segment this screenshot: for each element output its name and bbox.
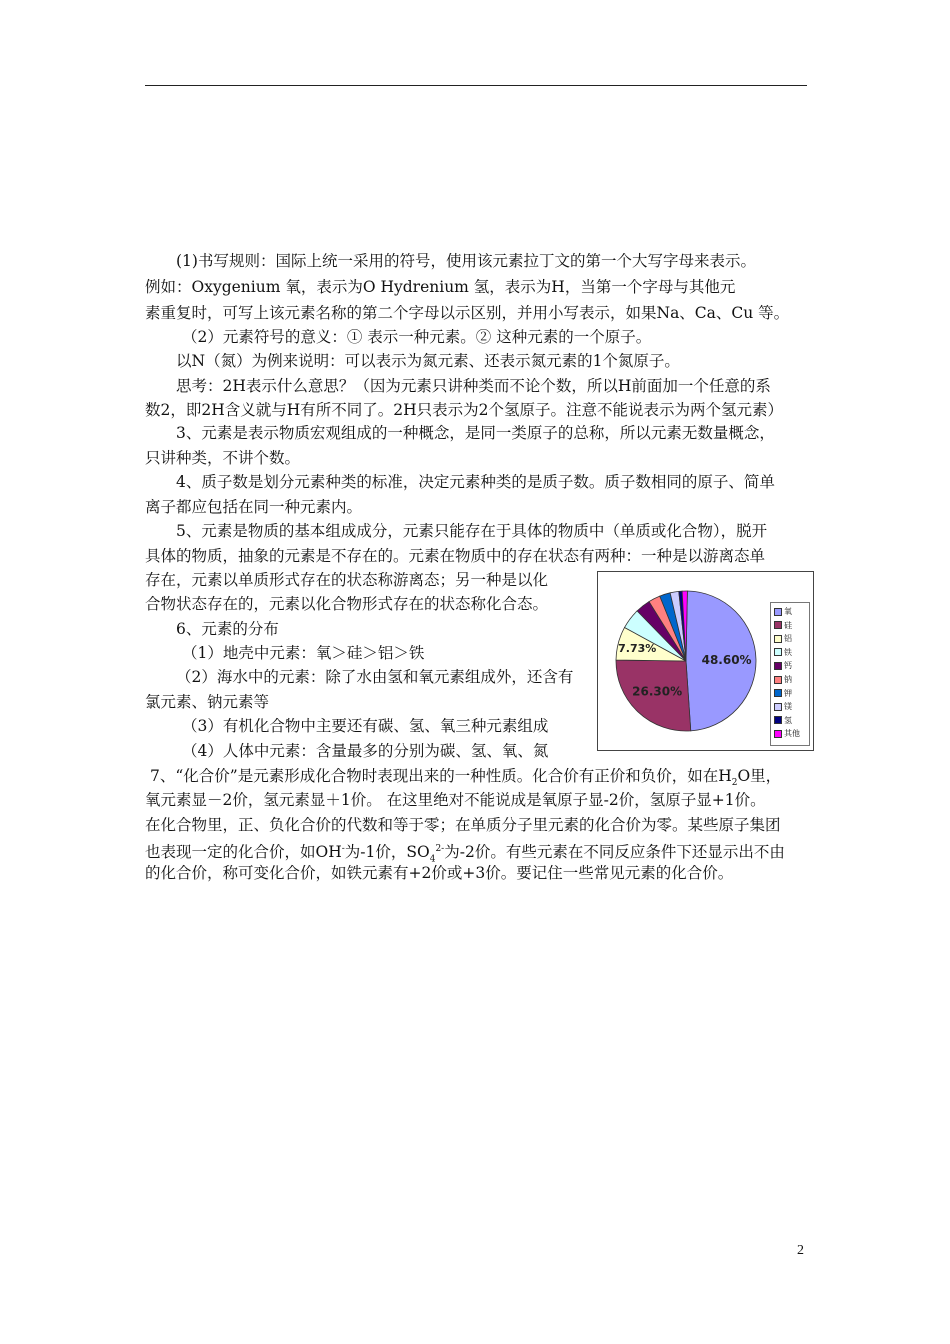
legend-swatch [774,689,782,697]
para-line: 3、元素是表示物质宏观组成的一种概念，是同一类原子的总称，所以元素无数量概念， [176,424,775,442]
legend-swatch [774,608,782,616]
para-line: 5、元素是物质的基本组成成分，元素只能存在于具体的物质中（单质或化合物），脱开 [176,522,768,540]
para-line: 离子都应包括在同一种元素内。 [145,498,363,516]
legend-label: 钾 [784,688,792,698]
para-line: 也表现一定的化合价，如OH-为-1价，$SO_4^{2-}$为-2价。有些元素在不同反应条件下还显示出不由 [145,843,785,865]
legend-item [774,606,792,618]
pie-data-label: 26.30% [632,684,683,699]
para-line: （2）元素符号的意义：① 表示一种元素。② 这种元素的一个原子。 [182,328,652,346]
para-line: 素重复时，可写上该元素名称的第二个字母以示区别，并用小写表示，如果Na、Ca、Cu 等。 [145,304,790,322]
para-line: 具体的物质，抽象的元素是不存在的。元素在物质中的存在状态有两种：一种是以游离态单 [145,547,766,565]
para-line: 氯元素、钠元素等 [145,693,270,711]
legend-label: 铁 [784,647,792,657]
element-pie-chart [597,571,814,751]
legend-item [774,660,792,672]
page-number: 2 [797,1243,804,1258]
para-line: （1）地壳中元素：氧＞硅＞铝＞铁 [182,644,425,662]
legend-swatch [774,621,782,629]
legend-label: 铝 [784,634,792,644]
para-line: 只讲种类，不讲个数。 [145,449,301,467]
para-line: 以N（氮）为例来说明：可以表示为氮元素、还表示氮元素的1个氮原子。 [176,352,680,370]
para-line: 的化合价，称可变化合价，如铁元素有+2价或+3价。要记住一些常见元素的化合价。 [145,864,734,882]
legend-label: 钙 [784,661,792,671]
legend-label: 其他 [784,729,800,739]
header-rule [145,85,807,86]
legend-swatch [774,703,782,711]
legend-label: 硅 [784,620,792,630]
para-line: 数2，即2H含义就与H有所不同了。2H只表示为2个氢原子。注意不能说表示为两个氢元素） [145,401,784,419]
para-line: 氧元素显－2价，氢元素显＋1价。 在这里绝对不能说成是氧原子显-2价，氢原子显+1价。 [145,791,766,809]
para-line: (1)书写规则：国际上统一采用的符号，使用该元素拉丁文的第一个大写字母来表示。 [176,252,756,270]
legend-item [774,620,792,632]
para-line: 例如：Oxygenium 氧，表示为O Hydrenium 氢，表示为H，当第一个字母与其他元 [145,278,736,296]
legend-item [774,633,792,645]
legend-item [774,728,800,740]
legend-item [774,701,792,713]
para-line: （2）海水中的元素：除了水由氢和氧元素组成外，还含有 [176,668,574,686]
legend-swatch [774,730,782,738]
para-line: 存在，元素以单质形式存在的状态称游离态；另一种是以化 [145,571,549,589]
legend-swatch [774,648,782,656]
legend-swatch [774,662,782,670]
para-line: 4、质子数是划分元素种类的标准，决定元素种类的是质子数。质子数相同的原子、简单 [176,473,775,491]
para-line: 7、“化合价”是元素形成化合物时表现出来的一种性质。化合价有正价和负价，如在$H_2O$里， [150,767,782,789]
para-line: 6、元素的分布 [176,620,279,638]
legend-label: 钠 [784,675,792,684]
para-line: 合物状态存在的，元素以化合物形式存在的状态称化合态。 [145,595,549,613]
legend-swatch [774,635,782,643]
legend-swatch [774,716,782,724]
legend-label: 氢 [784,715,792,725]
legend-item [774,674,792,686]
pie-svg [598,572,768,750]
legend-swatch [774,676,782,684]
chart-legend [770,602,810,746]
para-line: 思考：2H表示什么意思？（因为元素只讲种类而不论个数，所以H前面加一个任意的系 [176,377,771,395]
pie-data-label: 48.60% [701,653,752,668]
legend-label: 氧 [784,607,792,616]
para-line: （3）有机化合物中主要还有碳、氢、氧三种元素组成 [182,717,549,735]
legend-item [774,647,792,659]
legend-item [774,715,792,727]
para-line: 在化合物里，正、负化合价的代数和等于零；在单质分子里元素的化合价为零。某些原子集团 [145,816,781,834]
legend-item [774,688,792,700]
para-line: （4）人体中元素：含量最多的分别为碳、氢、氧、氮 [182,742,549,760]
pie-data-label: 7.73% [618,642,657,656]
legend-label: 镁 [784,702,792,712]
